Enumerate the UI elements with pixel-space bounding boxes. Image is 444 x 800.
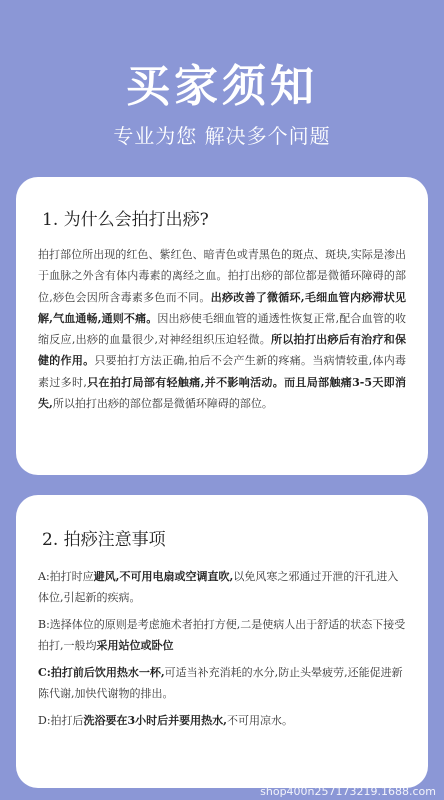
note-a [38,566,406,608]
highlight-text: 出痧改善了微循环,毛细血管内痧滞状见解,气血通畅,通则不痛。 [38,290,406,325]
paragraph-text: 因出痧使毛细血管的通透性恢复正常,配合血管的收缩反应,出痧的血量很少,对神经组织压迫轻微。 [38,311,406,347]
note-b [38,614,406,656]
note-highlight: 洗浴要在3小时后并要用热水, [83,714,228,727]
paragraph-text: 只要拍打方法正确,拍后不会产生新的疼痛。当病情较重,体内毒素过多时, [38,354,407,389]
note-highlight: 避风,不可用电扇或空调直吹, [93,570,234,583]
note-text: D:拍打后 [38,714,84,727]
highlight-text: 只在拍打局部有轻触痛,并不影响活动。而且局部触痛3-5天即消失, [38,375,407,411]
section-title: 2. 拍痧注意事项 [42,530,166,550]
note-highlight: 采用站位或卧位 [96,639,174,652]
highlight-text: 所以拍打出痧后有治疗和保健的作用。 [38,333,406,368]
note-c [38,662,406,704]
page-subtitle: 专业为您 解决多个问题 [113,124,331,148]
section-body [38,244,406,414]
page-title: 买家须知 [126,61,318,112]
note-highlight: C:拍打前后饮用热水一杯, [38,666,165,679]
info-card-precautions [16,495,428,788]
note-text: A:拍打时应 [38,570,94,583]
note-text: 以免风寒之邪通过开泄的汗孔进入体位,引起新的疾病。 [38,570,399,604]
shop-watermark: shop400n257173219.1688.com [260,785,436,798]
section-title: 1. 为什么会拍打出痧? [42,210,209,230]
paragraph-text: 拍打部位所出现的红色、紫红色、暗青色或青黑色的斑点、斑块,实际是渗出于血脉之外含有体内毒素的离经之血。拍打出痧的部位都是微循环障碍的部位,痧色会因所含毒素多色而不同。 [38,248,406,304]
paragraph-text: 所以拍打出痧的部位都是微循环障碍的部位。 [52,397,273,411]
note-d [38,710,406,731]
info-card-why-sha [16,177,428,475]
note-text: B:选择体位的原则是考虑施术者拍打方便,二是使病人出于舒适的状态下接受拍打,一般均 [38,618,406,652]
note-text: 可适当补充消耗的水分,防止头晕疲劳,还能促进新陈代谢,加快代谢物的排出。 [38,666,403,700]
note-text: 不可用凉水。 [227,714,294,727]
